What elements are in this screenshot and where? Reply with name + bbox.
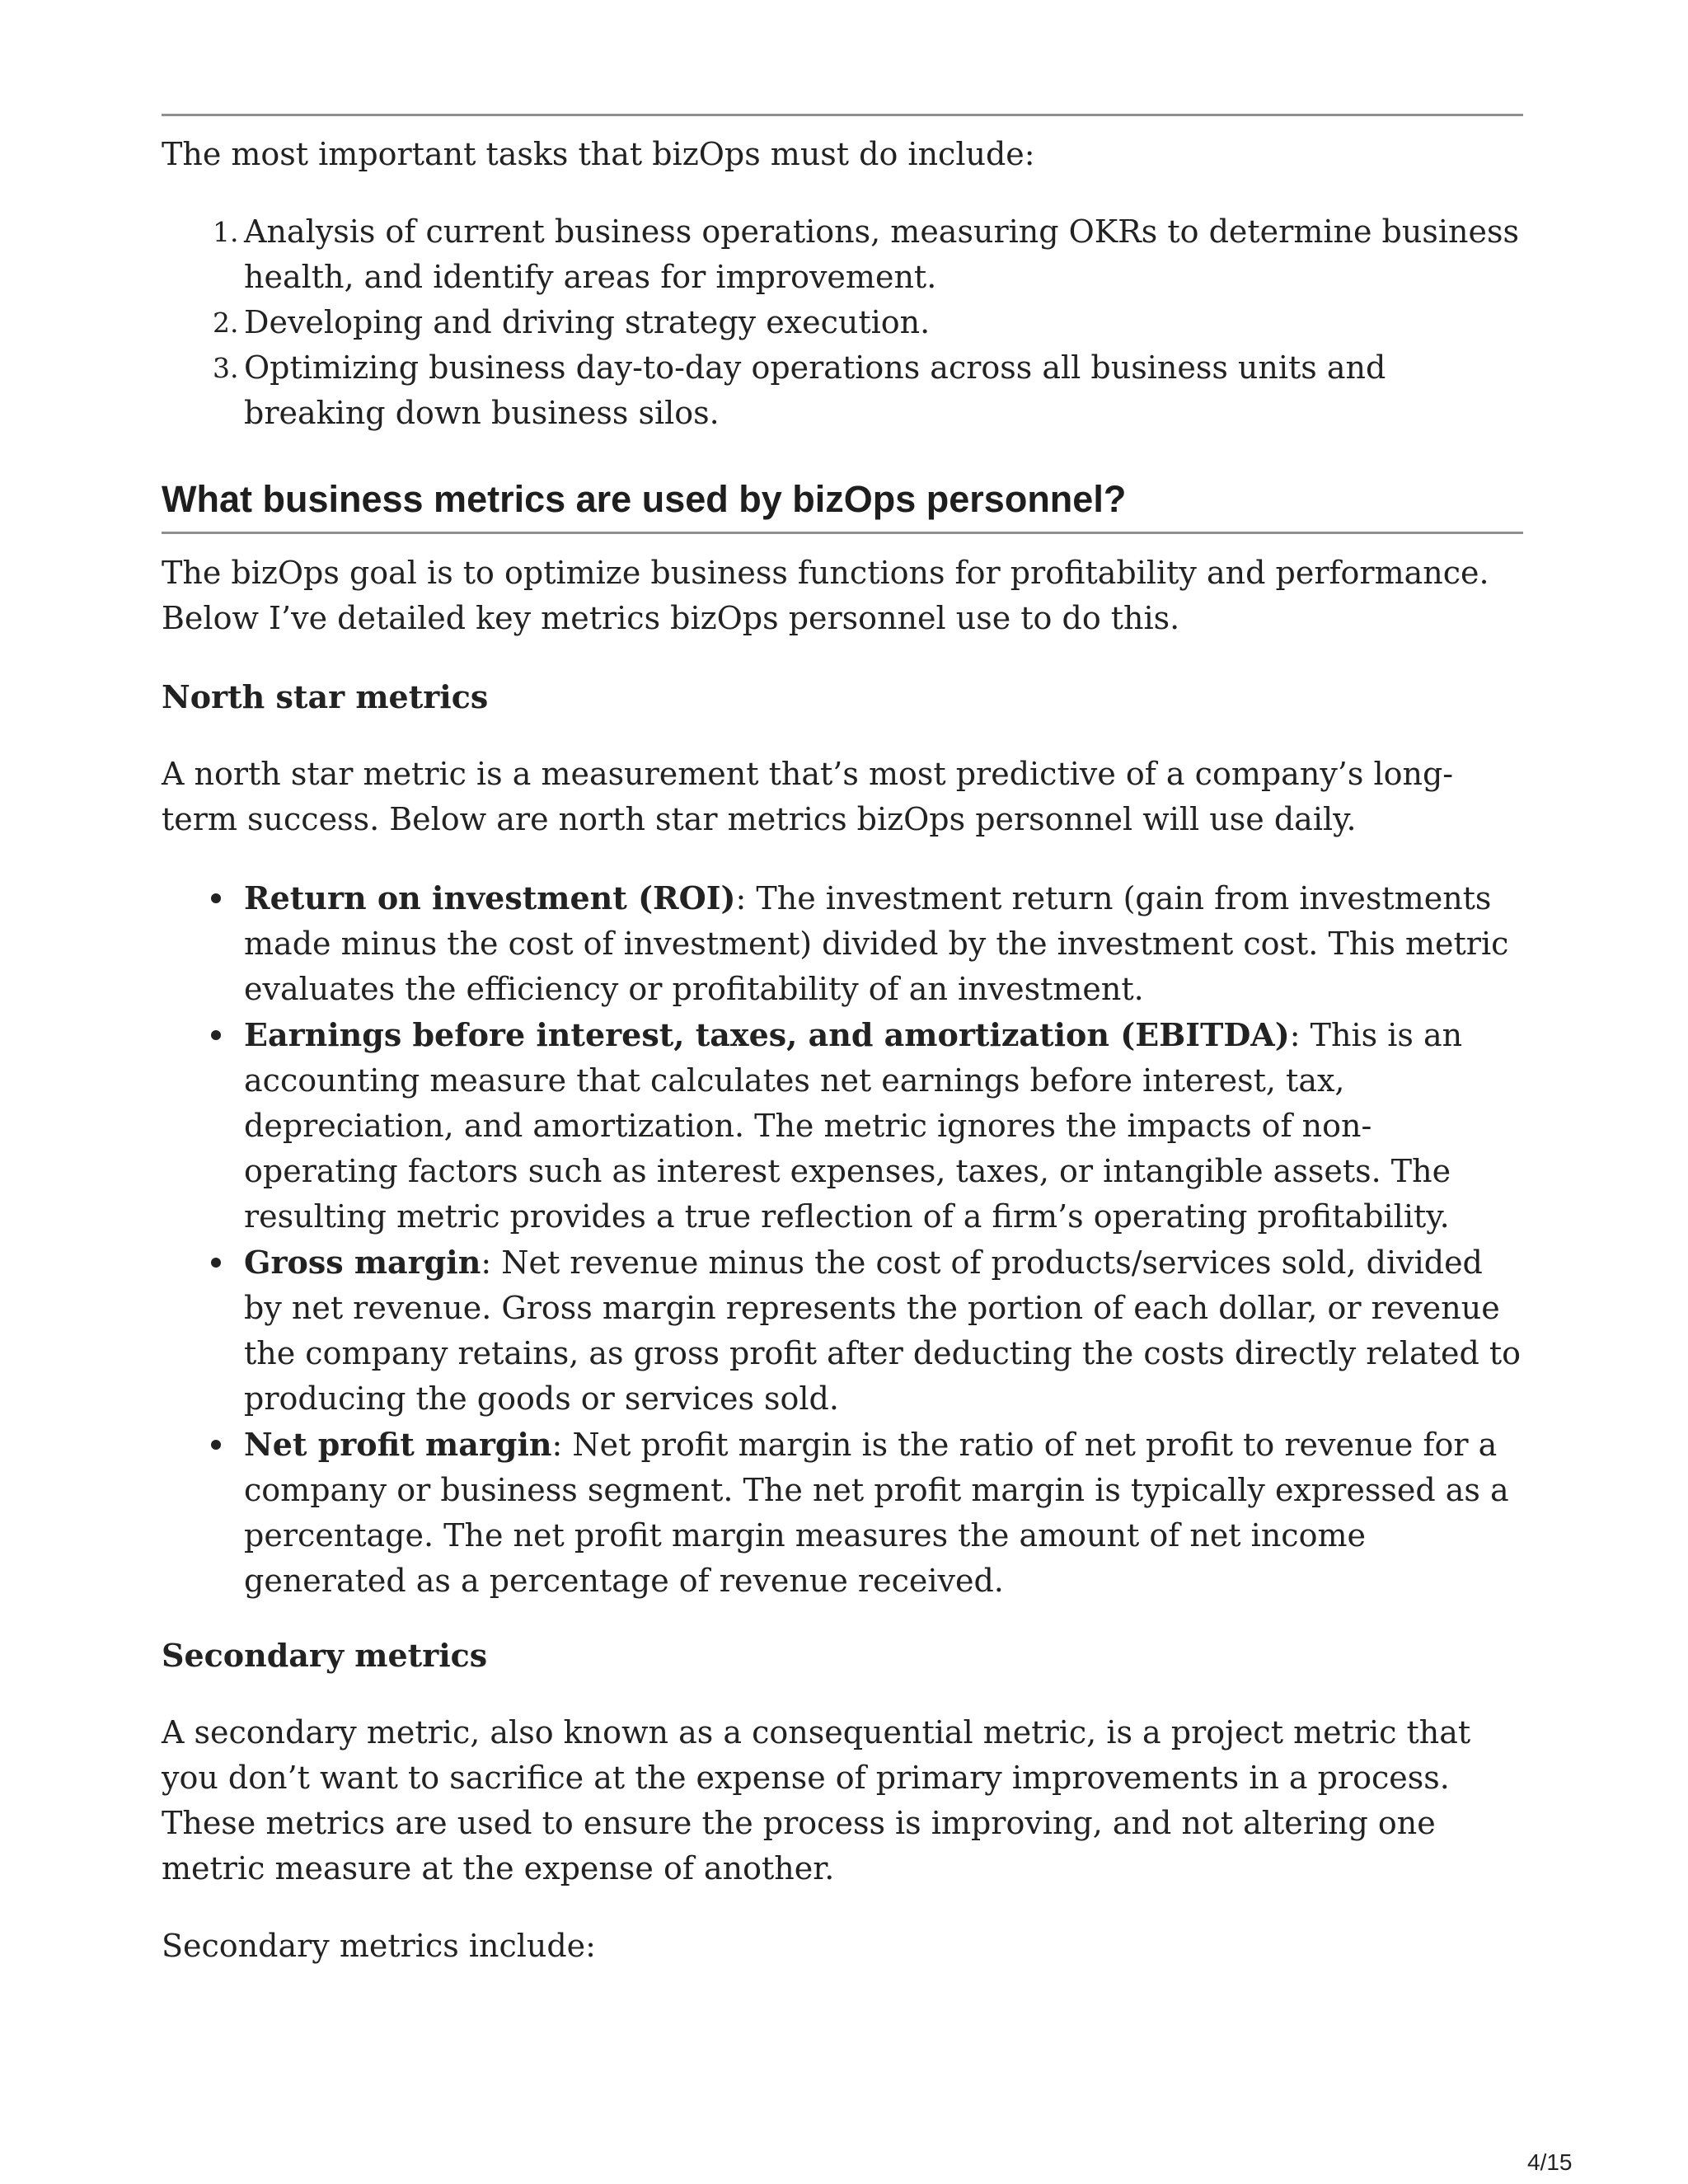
north-star-list (244, 875, 1523, 1604)
tasks-intro: The most important tasks that bizOps must do include: (162, 136, 1035, 172)
bullet-icon (211, 1258, 221, 1268)
section-heading: What business metrics are used by bizOps personnel? (162, 478, 1127, 520)
list-number: 2. (213, 307, 239, 339)
list-item (213, 345, 1523, 436)
list-item (244, 1012, 1523, 1240)
north-star-intro: A north star metric is a measurement that’s most predictive of a company’s long-term success. Below are north star metrics bizOps personnel will use daily. (162, 756, 1454, 837)
metric-term: Earnings before interest, taxes, and amortization (EBITDA) (244, 1016, 1290, 1053)
list-item (213, 209, 1523, 300)
metric-term: Return on investment (ROI) (244, 879, 736, 916)
bullet-icon (211, 1440, 221, 1450)
list-item-text: Developing and driving strategy execution. (244, 304, 931, 340)
list-item-text: Optimizing business day-to-day operations across all business units and breaking down business silos. (244, 349, 1386, 431)
metric-description: : This is an accounting measure that calculates net earnings before interest, tax, depreciation, and amortization. The metric ignores the impacts of non-operating factors such as interest expenses, taxes, or intangible assets. The resulting metric provides a true reflection of a firm’s operating profitability. (244, 1017, 1463, 1235)
section-intro: The bizOps goal is to optimize business functions for profitability and performance. Below I’ve detailed key metrics bizOps personnel use to do this. (162, 555, 1489, 636)
secondary-include: Secondary metrics include: (162, 1928, 596, 1964)
north-star-heading: North star metrics (162, 678, 489, 715)
bullet-icon (211, 893, 221, 903)
top-divider (162, 114, 1523, 116)
metric-description: : Net profit margin is the ratio of net profit to revenue for a company or business segment. The net profit margin is typically expressed as a percentage. The net profit margin measures the amount of net income generated as a percentage of revenue received. (244, 1427, 1509, 1599)
secondary-heading: Secondary metrics (162, 1637, 488, 1674)
tasks-list (213, 209, 1523, 436)
secondary-intro: A secondary metric, also known as a consequential metric, is a project metric that you don’t want to sacrifice at the expense of primary improvements in a process. These metrics are used to ensure the process is improving, and not altering one metric measure at the expense of another. (162, 1714, 1471, 1886)
list-item (244, 1422, 1523, 1604)
metric-description: : Net revenue minus the cost of products/services sold, divided by net revenue. Gross margin represents the portion of each dollar, or revenue the company retains, as gross profit after deducting the costs directly related to producing the goods or services sold. (244, 1244, 1522, 1417)
list-number: 1. (213, 216, 239, 248)
list-item-text: Analysis of current business operations, measuring OKRs to determine business health, and identify areas for improvement. (244, 213, 1519, 295)
metric-term: Net profit margin (244, 1426, 552, 1463)
list-item (213, 300, 1523, 345)
page-number: 4/15 (1527, 2149, 1573, 2175)
list-item (244, 1240, 1523, 1422)
section-heading-divider (162, 532, 1523, 534)
bullet-icon (211, 1030, 221, 1040)
list-item (244, 875, 1523, 1012)
metric-description: : The investment return (gain from investments made minus the cost of investment) divided by the investment cost. This metric evaluates the efficiency or profitability of an investment. (244, 880, 1509, 1007)
metric-term: Gross margin (244, 1244, 481, 1281)
list-number: 3. (213, 352, 239, 384)
